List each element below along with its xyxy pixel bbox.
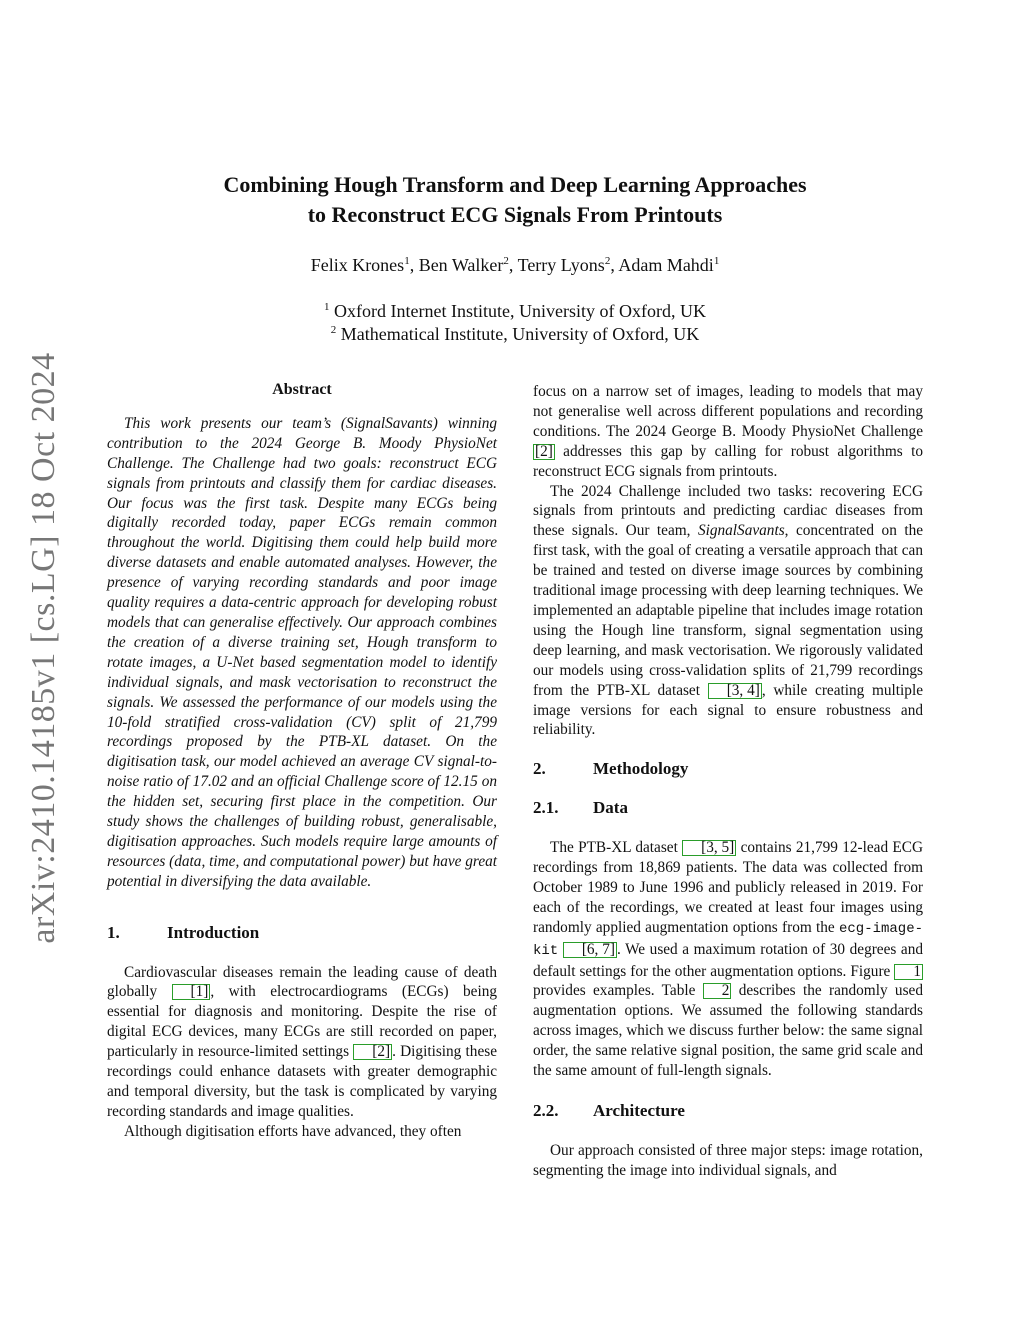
citation-link[interactable]: [2] [535, 442, 553, 460]
citation-link[interactable]: [3, 4] [708, 683, 762, 699]
author-name: Adam Mahdi [618, 255, 714, 275]
right-column [533, 382, 923, 1181]
abstract-heading: Abstract [272, 381, 332, 398]
title-line-1: Combining Hough Transform and Deep Learning Approaches [223, 172, 807, 197]
data-paragraph: The PTB-XL dataset [3, 5] contains 21,799 12-lead ECG recordings from 18,869 patients. The data was collected from October 1989 to June 1996 and publicly released in 2019. For each of the recordings, we created at least four images using randomly applied augmentation options from the ecg-image-kit [6, 7] . We used a maximum rotation of 30 degrees and default settings for the other augmentation options. Figure 1 provides examples. Table 2 describes the randomly used augmentation options. We assumed the following standards across images, which we discuss further below: the same signal order, the same relative signal position, the same grid scale and the same amount of full-length signals. [533, 839, 924, 1080]
section-heading-introduction: 1. Introduction [107, 922, 260, 942]
author-affiliation-mark: 1 [404, 255, 410, 267]
section-heading-methodology: 2. Methodology [533, 759, 689, 779]
subsection-heading-architecture: 2.2. Architecture [533, 1101, 685, 1120]
citation-link[interactable]: [6, 7] [563, 942, 617, 958]
citation-link[interactable]: [2] [353, 1044, 392, 1060]
author-name: Felix Krones [310, 255, 405, 275]
affiliation: $^1$ Oxford Internet Institute, University of Oxford, UK [324, 301, 706, 321]
paper-title [120, 170, 910, 230]
figure-link[interactable]: 1 [894, 964, 923, 980]
intro-paragraph: Although digitisation efforts have advanced, they often [124, 1122, 462, 1140]
abstract-text: This work presents our team’s (SignalSavants) winning contribution to the 2024 George B. Moody PhysioNet Challenge. The Challenge had two goals: reconstruct ECG signals from printouts and classify them for cardiac diseases. Our focus was the first task. Despite many ECGs being digitally recorded today, paper ECGs remain common throughout the world. Digitising them could help build more diverse datasets and enable automated analyses. However, the presence of varying recording standards and poor image quality requires a data-centric approach for developing robust models that can generalise effectively. Our approach combines the creation of a diverse training set, Hough transform to rotate images, a U-Net based segmentation model to identify individual signals, and mask vectorisation to reconstruct the signals. We assessed the performance of our models using the 10-fold stratified cross-validation (CV) split of 21,799 recordings proposed by the PTB-XL dataset. On the digitisation task, our model achieved an average CV signal-to-noise ratio of 17.02 and an official Challenge score of 12.15 on the hidden set, securing first place in the competition. Our study shows the challenges of building robust, generalisable, digitisation approaches. Such models require large amounts of resources (data, time, and computational power) but have great potential in diversifying the data available. [107, 414, 498, 890]
affiliation: $^2$ Mathematical Institute, University of Oxford, UK [330, 324, 700, 344]
intro-paragraph: Cardiovascular diseases remain the leading cause of death globally [1] , with electrocardiograms (ECGs) being essential for diagnosis and monitoring. Despite the rise of digital ECG devices, many ECGs are still recorded on paper, particularly in resource-limited settings [2] . Digitising these recordings could enhance datasets with greater demographic and temporal diversity, but the task is complicated by varying recording standards and image qualities. [107, 963, 497, 1120]
table-link[interactable]: 2 [703, 983, 732, 999]
affiliation-list [120, 300, 910, 346]
title-line-2: to Reconstruct ECG Signals From Printouts [307, 202, 723, 227]
intro-paragraph: The 2024 Challenge included two tasks: recovering ECG signals from printouts and predicting cardiac diseases from these signals. Our team, SignalSavants, concentrated on the first task, with the goal of creating a versatile approach that can be trained and tested on diverse image sources by combining traditional image processing with deep learning techniques. We implemented an adaptable pipeline that includes image rotation using the Hough line transform, signal segmentation using deep learning, and mask vectorisation. We rigorously validated our models using cross-validation splits of 21,799 recordings from the PTB-XL dataset [3, 4] , while creating multiple image versions for each signal to ensure robustness and reliability. [533, 482, 924, 739]
left-column [107, 380, 497, 1142]
subsection-heading-data: 2.1. Data [533, 798, 628, 818]
author-list: Felix Krones$^1$, Ben Walker$^2$, Terry Lyons$^2$, Adam Mahdi$^1$ [310, 255, 720, 275]
team-name: SignalSavants [697, 522, 785, 540]
author-affiliation-mark: 2 [503, 255, 509, 267]
author-affiliation-mark: 2 [604, 255, 611, 267]
intro-continuation-paragraph: focus on a narrow set of images, leading to models that may not generalise well across different populations and recording conditions. The 2024 George B. Moody PhysioNet Challenge [2] addresses this gap by calling for robust algorithms to reconstruct ECG signals from printouts. [533, 383, 923, 480]
code-package-name: ecg-image-kit [533, 920, 923, 959]
architecture-paragraph: Our approach consisted of three major steps: image rotation, segmenting the image into individual signals, and [533, 1141, 923, 1179]
author-name: Terry Lyons [517, 255, 605, 275]
author-name: Ben Walker [418, 255, 504, 275]
citation-link[interactable]: [3, 5] [682, 840, 736, 856]
citation-link[interactable]: [1] [172, 984, 211, 1000]
author-affiliation-mark: 1 [713, 255, 720, 267]
arxiv-identifier: arXiv:2410.14185v1 [cs.LG] 18 Oct 2024 [25, 352, 62, 944]
